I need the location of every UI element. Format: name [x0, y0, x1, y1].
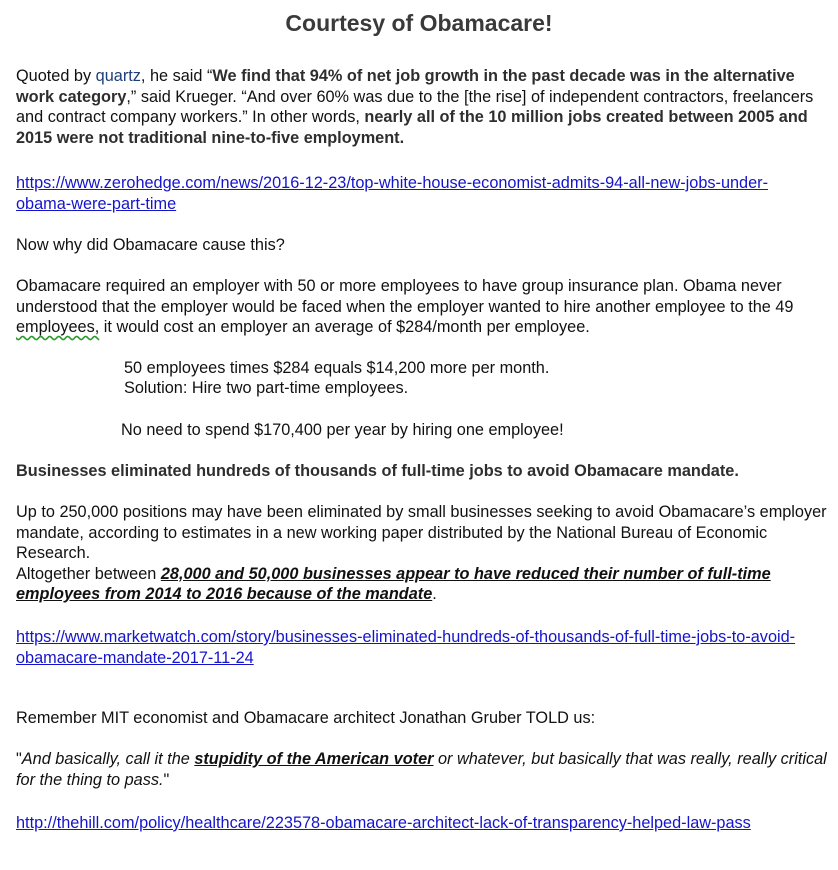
calc-line-1: 50 employees times $284 equals $14,200 more per month.: [124, 359, 550, 377]
page-title: Courtesy of Obamacare!: [285, 10, 553, 36]
spellcheck-word: employees,: [16, 318, 100, 336]
text: or whatever, but basically that was really, really critical for the thing to pass.: [16, 750, 827, 789]
nber-paragraph: [16, 502, 828, 605]
thehill-link[interactable]: http://thehill.com/policy/healthcare/223578-obamacare-architect-lack-of-transparency-helped-law-pass: [16, 814, 751, 832]
bold-claim: nearly all of the 10 million jobs created between 2005 and 2015 were not traditional nine-to-five employment.: [16, 108, 808, 147]
calc-line-3: No need to spend $170,400 per year by hiring one employee!: [121, 421, 564, 439]
text: , he said “: [140, 67, 213, 85]
bold-quote: We find that 94% of net job growth in the past decade was in the alternative work category: [16, 67, 795, 106]
emphasis: 28,000 and 50,000 businesses appear to have reduced their number of full-time employees from 2014 to 2016 because of the mandate: [16, 564, 771, 603]
text: it would cost an employer an average of $284/month per employee.: [99, 318, 590, 336]
marketwatch-link-wrap: [16, 627, 816, 668]
thehill-link-wrap: [16, 813, 806, 834]
remember-line: Remember MIT economist and Obamacare architect Jonathan Gruber TOLD us:: [16, 709, 596, 727]
headline-text: Businesses eliminated hundreds of thousands of full-time jobs to avoid Obamacare mandate.: [16, 462, 739, 480]
text: Quoted by: [16, 67, 96, 85]
marketwatch-link[interactable]: https://www.marketwatch.com/story/businesses-eliminated-hundreds-of-thousands-of-full-time-jobs-to-avoid-obamacare-mandate-2017-11-24: [16, 628, 796, 667]
zerohedge-link-wrap: [16, 173, 816, 214]
text: ": [16, 750, 22, 768]
quote-paragraph: [16, 66, 828, 148]
text: .: [432, 585, 437, 603]
explanation-paragraph: [16, 276, 828, 338]
calc-line-2: Solution: Hire two part-time employees.: [124, 379, 409, 397]
gruber-quote: [16, 749, 828, 790]
text: ": [163, 770, 170, 789]
headline: [16, 461, 828, 482]
quartz-link[interactable]: quartz: [95, 67, 141, 85]
emphasis: stupidity of the American voter: [194, 750, 434, 768]
text: And basically, call it the: [21, 750, 195, 768]
question: Now why did Obamacare cause this?: [16, 236, 285, 254]
text: Up to 250,000 positions may have been eliminated by small businesses seeking to avoid Obamacare’s employer mandate, according to estimates in a new working paper distributed by the National Bureau of Economic Research.: [16, 503, 827, 562]
zerohedge-link[interactable]: https://www.zerohedge.com/news/2016-12-23/top-white-house-economist-admits-94-all-new-jobs-under-obama-were-part-time: [16, 174, 769, 213]
text: ,” said Krueger. “And over 60% was due to the [the rise] of independent contractors, freelancers and contract company workers.” In other words,: [16, 87, 814, 126]
text: Obamacare required an employer with 50 or more employees to have group insurance plan. Obama never understood that the employer would be faced when the employer wanted to hire another employee to the 49: [16, 277, 794, 316]
text: Altogether between: [16, 564, 161, 583]
